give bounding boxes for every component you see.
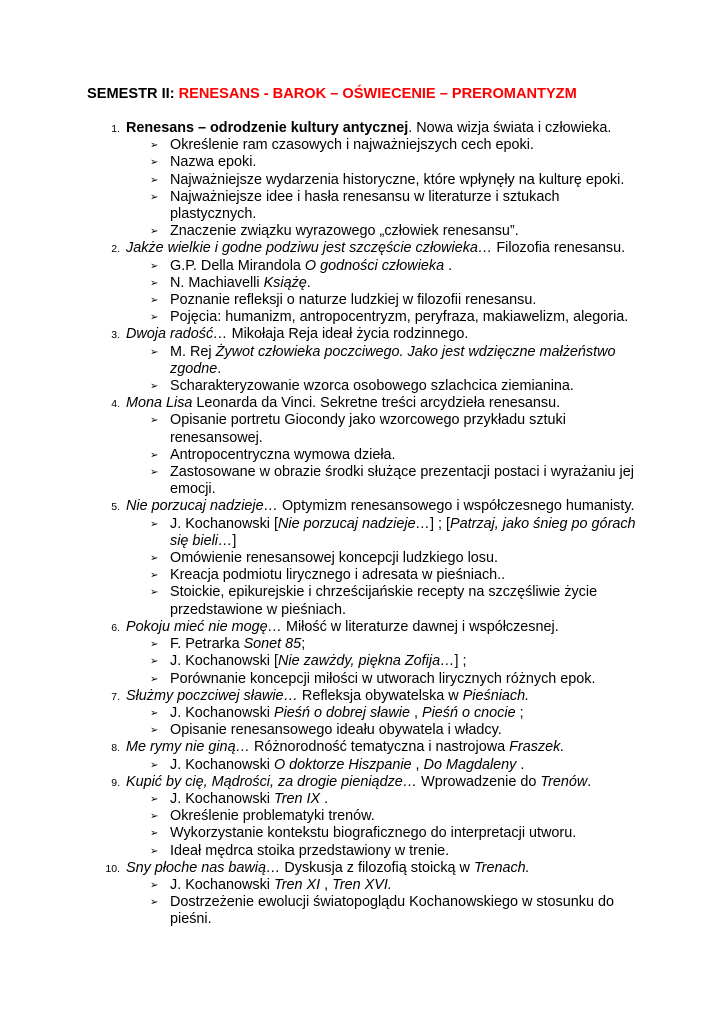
sub-item (145, 258, 645, 275)
sub-item (145, 671, 645, 688)
item-heading (126, 774, 646, 791)
text-run: Książę (263, 274, 307, 291)
bullet-arrow-icon: ➢ (150, 140, 159, 152)
text-run: Mona Lisa (126, 395, 193, 412)
sub-item (145, 757, 645, 774)
text-run: Określenie problematyki trenów. (170, 808, 375, 825)
sub-item (145, 292, 645, 309)
bullet-arrow-icon: ➢ (150, 553, 159, 565)
list-item (0, 860, 725, 929)
page-title (87, 86, 577, 102)
bullet-arrow-icon: ➢ (150, 260, 159, 272)
text-run: Dostrzeżenie ewolucji światopoglądu Kochanowskiego w stosunku do pieśni. (170, 894, 614, 928)
text-run: Nazwa epoki. (170, 154, 257, 171)
text-run: Zastosowane w obrazie środki służące prezentacji postaci i wyrażaniu jej emocji. (170, 464, 634, 498)
bullet-arrow-icon: ➢ (150, 381, 159, 393)
text-run: Mikołaja Reja ideał życia rodzinnego. (227, 326, 469, 343)
text-run: Tren XI (273, 876, 321, 893)
sub-item (145, 894, 645, 928)
text-run: Filozofia renesansu. (492, 240, 626, 257)
text-run: F. Petrarka (170, 636, 244, 653)
bullet-arrow-icon: ➢ (150, 587, 159, 599)
text-run: ] (232, 532, 237, 549)
sub-item (145, 172, 645, 189)
list-item (0, 498, 725, 618)
title-epochs: RENESANS - BAROK – OŚWIECENIE – PREROMANTYZM (178, 86, 577, 102)
text-run: Nie porzucaj nadzieje… (277, 515, 430, 532)
sub-item (145, 516, 645, 550)
sub-item (145, 309, 645, 326)
text-run: Tren IX (273, 790, 321, 807)
text-run: Fraszek. (509, 739, 565, 756)
sub-item (145, 808, 645, 825)
text-run: J. Kochanowski (170, 876, 274, 893)
bullet-arrow-icon: ➢ (150, 277, 159, 289)
bullet-arrow-icon: ➢ (150, 295, 159, 307)
list-item (0, 774, 725, 860)
text-run: Opisanie renesansowego ideału obywatela i władcy. (170, 722, 502, 739)
bullet-arrow-icon: ➢ (150, 518, 159, 530)
text-run: M. Rej (170, 343, 216, 360)
bullet-arrow-icon: ➢ (150, 174, 159, 186)
text-run: Wykorzystanie kontekstu biograficznego do interpretacji utworu. (170, 825, 577, 842)
text-run: Znaczenie związku wyrazowego „człowiek renesansu”. (170, 223, 519, 240)
item-number: 5. (111, 501, 120, 514)
bullet-arrow-icon: ➢ (150, 707, 159, 719)
item-number: 8. (111, 742, 120, 755)
text-run: Me rymy nie giną… (126, 739, 250, 756)
bullet-arrow-icon: ➢ (150, 845, 159, 857)
text-run: . (444, 257, 453, 274)
bullet-arrow-icon: ➢ (150, 191, 159, 203)
text-run: . (320, 790, 329, 807)
list-item (0, 739, 725, 773)
bullet-arrow-icon: ➢ (150, 226, 159, 238)
text-run: . Nowa wizja świata i człowieka. (408, 120, 612, 136)
text-run: Leonarda da Vinci. Sekretne treści arcydzieła renesansu. (192, 395, 561, 412)
text-run: , (320, 876, 333, 893)
text-run: Pieśniach. (462, 687, 530, 704)
text-run: ] ; (454, 653, 467, 670)
bullet-arrow-icon: ➢ (150, 157, 159, 169)
text-run: Służmy poczciwej sławie… (126, 687, 298, 704)
item-heading (126, 395, 646, 412)
item-heading (126, 326, 646, 343)
text-run: J. Kochanowski (170, 756, 274, 773)
text-run: . (306, 274, 311, 291)
bullet-arrow-icon: ➢ (150, 656, 159, 668)
text-run: ] ; [ (429, 515, 450, 532)
text-run: Optymizm renesansowego i współczesnego humanisty. (277, 498, 635, 515)
sub-item (145, 567, 645, 584)
text-run: J. Kochanowski [ (170, 653, 278, 670)
item-number: 1. (111, 123, 120, 135)
text-run: Opisanie portretu Giocondy jako wzorcowego przykładu sztuki renesansowej. (170, 412, 566, 446)
text-run: ; (301, 636, 306, 653)
bullet-arrow-icon: ➢ (150, 570, 159, 582)
bullet-arrow-icon: ➢ (150, 725, 159, 737)
sub-item (145, 825, 645, 842)
text-run: Poznanie refleksji o naturze ludzkiej w filozofii renesansu. (170, 292, 537, 309)
sub-item (145, 275, 645, 292)
bullet-arrow-icon: ➢ (150, 415, 159, 427)
text-run: Kreacja podmiotu lirycznego i adresata w pieśniach.. (170, 567, 506, 584)
sub-item (145, 344, 645, 378)
text-run: , (411, 756, 424, 773)
bullet-arrow-icon: ➢ (150, 828, 159, 840)
text-run: Trenach. (473, 859, 530, 876)
sub-item (145, 584, 645, 618)
sub-item (145, 843, 645, 860)
text-run: Scharakteryzowanie wzorca osobowego szlachcica ziemianina. (170, 378, 574, 395)
list-item (0, 395, 725, 498)
item-heading (126, 688, 646, 705)
bullet-arrow-icon: ➢ (150, 449, 159, 461)
item-number: 3. (111, 329, 120, 342)
text-run: Sny płoche nas bawią… (126, 859, 281, 876)
sub-item (145, 223, 645, 240)
text-run: G.P. Della Mirandola (170, 257, 305, 274)
text-run: Dyskusja z filozofią stoicką w (280, 859, 474, 876)
text-run: N. Machiavelli (170, 274, 264, 291)
sub-item (145, 378, 645, 395)
bullet-arrow-icon: ➢ (150, 879, 159, 891)
list-item (0, 240, 725, 326)
text-run: Najważniejsze idee i hasła renesansu w literaturze i sztukach plastycznych. (170, 188, 560, 223)
text-run: J. Kochanowski (170, 704, 274, 721)
text-run: Nie zawżdy, piękna Zofija… (277, 653, 455, 670)
sub-item (145, 154, 645, 171)
item-heading (126, 739, 646, 756)
item-number: 6. (111, 621, 120, 634)
bullet-arrow-icon: ➢ (150, 793, 159, 805)
item-heading (126, 240, 646, 257)
text-run: Antropocentryczna wymowa dzieła. (170, 446, 396, 463)
bullet-arrow-icon: ➢ (150, 897, 159, 909)
text-run: Żywot człowieka poczciwego. Jako jest wdzięczne małżeństwo zgodne (170, 343, 616, 377)
item-number: 4. (111, 398, 120, 411)
list-item (0, 688, 725, 740)
text-run: O godności człowieka (304, 257, 445, 274)
sub-item (145, 189, 645, 223)
sub-item (145, 636, 645, 653)
bullet-arrow-icon: ➢ (150, 811, 159, 823)
text-run: Najważniejsze wydarzenia historyczne, które wpłynęły na kulturę epoki. (170, 171, 625, 188)
sub-item (145, 653, 645, 670)
text-run: Renesans – odrodzenie kultury antycznej (126, 120, 409, 136)
text-run: Ideał mędrca stoika przedstawiony w trenie. (170, 842, 450, 859)
text-run: Sonet 85 (243, 636, 302, 653)
text-run: Jakże wielkie i godne podziwu jest szczęście człowieka… (126, 240, 493, 257)
bullet-arrow-icon: ➢ (150, 467, 159, 479)
text-run: Wprowadzenie do (417, 773, 541, 790)
item-heading (126, 498, 646, 515)
bullet-arrow-icon: ➢ (150, 673, 159, 685)
item-heading (126, 860, 646, 877)
text-run: Pieśń o dobrej sławie (273, 704, 410, 721)
text-run: O doktorze Hiszpanie (273, 756, 412, 773)
bullet-arrow-icon: ➢ (150, 346, 159, 358)
bullet-arrow-icon: ➢ (150, 759, 159, 771)
text-run: Pojęcia: humanizm, antropocentryzm, peryfraza, makiawelizm, alegoria. (170, 309, 629, 326)
text-run: Dwoja radość… (126, 326, 228, 343)
text-run: J. Kochanowski (170, 790, 274, 807)
item-number: 9. (111, 776, 120, 789)
sub-item (145, 877, 645, 894)
syllabus-list (0, 120, 725, 929)
text-run: . (587, 773, 592, 790)
sub-item (145, 137, 645, 154)
sub-item (145, 412, 645, 446)
text-run: Pokoju mieć nie mogę… (126, 618, 282, 635)
text-run: Różnorodność tematyczna i nastrojowa (249, 739, 510, 756)
bullet-arrow-icon: ➢ (150, 312, 159, 324)
sub-item (145, 791, 645, 808)
text-run: . (516, 756, 525, 773)
list-item (0, 619, 725, 688)
text-run: Nie porzucaj nadzieje… (126, 498, 278, 515)
text-run: Tren XVI. (332, 876, 392, 893)
item-number: 10. (105, 862, 120, 875)
text-run: Określenie ram czasowych i najważniejszych cech epoki. (170, 137, 534, 154)
text-run: , (409, 704, 422, 721)
text-run: ; (515, 704, 524, 721)
item-number: 7. (111, 690, 120, 703)
text-run: Kupić by cię, Mądrości, za drogie pieniądze… (126, 773, 418, 790)
text-run: J. Kochanowski [ (170, 515, 278, 532)
text-run: Omówienie renesansowej koncepcji ludzkiego losu. (170, 550, 498, 567)
title-prefix: SEMESTR II: (87, 86, 179, 102)
text-run: Patrzaj, jako śnieg po górach się bieli… (170, 515, 636, 549)
sub-item (145, 722, 645, 739)
bullet-arrow-icon: ➢ (150, 639, 159, 651)
text-run: . (217, 360, 222, 377)
text-run: Porównanie koncepcji miłości w utworach lirycznych różnych epok. (170, 670, 596, 687)
item-heading (126, 619, 646, 636)
text-run: Miłość w literaturze dawnej i współczesnej. (281, 618, 559, 635)
sub-item (145, 464, 645, 498)
text-run: Refleksja obywatelska w (297, 687, 463, 704)
sub-item (145, 705, 645, 722)
list-item (0, 120, 725, 240)
sub-item (145, 550, 645, 567)
text-run: Do Magdaleny (423, 756, 517, 773)
list-item (0, 326, 725, 395)
item-heading (126, 120, 646, 137)
text-run: Pieśń o cnocie (421, 704, 516, 721)
sub-item (145, 447, 645, 464)
text-run: Trenów (540, 773, 588, 790)
text-run: Stoickie, epikurejskie i chrześcijańskie recepty na szczęśliwie życie przedstawione w pieśniach. (170, 584, 598, 618)
item-number: 2. (111, 243, 120, 256)
